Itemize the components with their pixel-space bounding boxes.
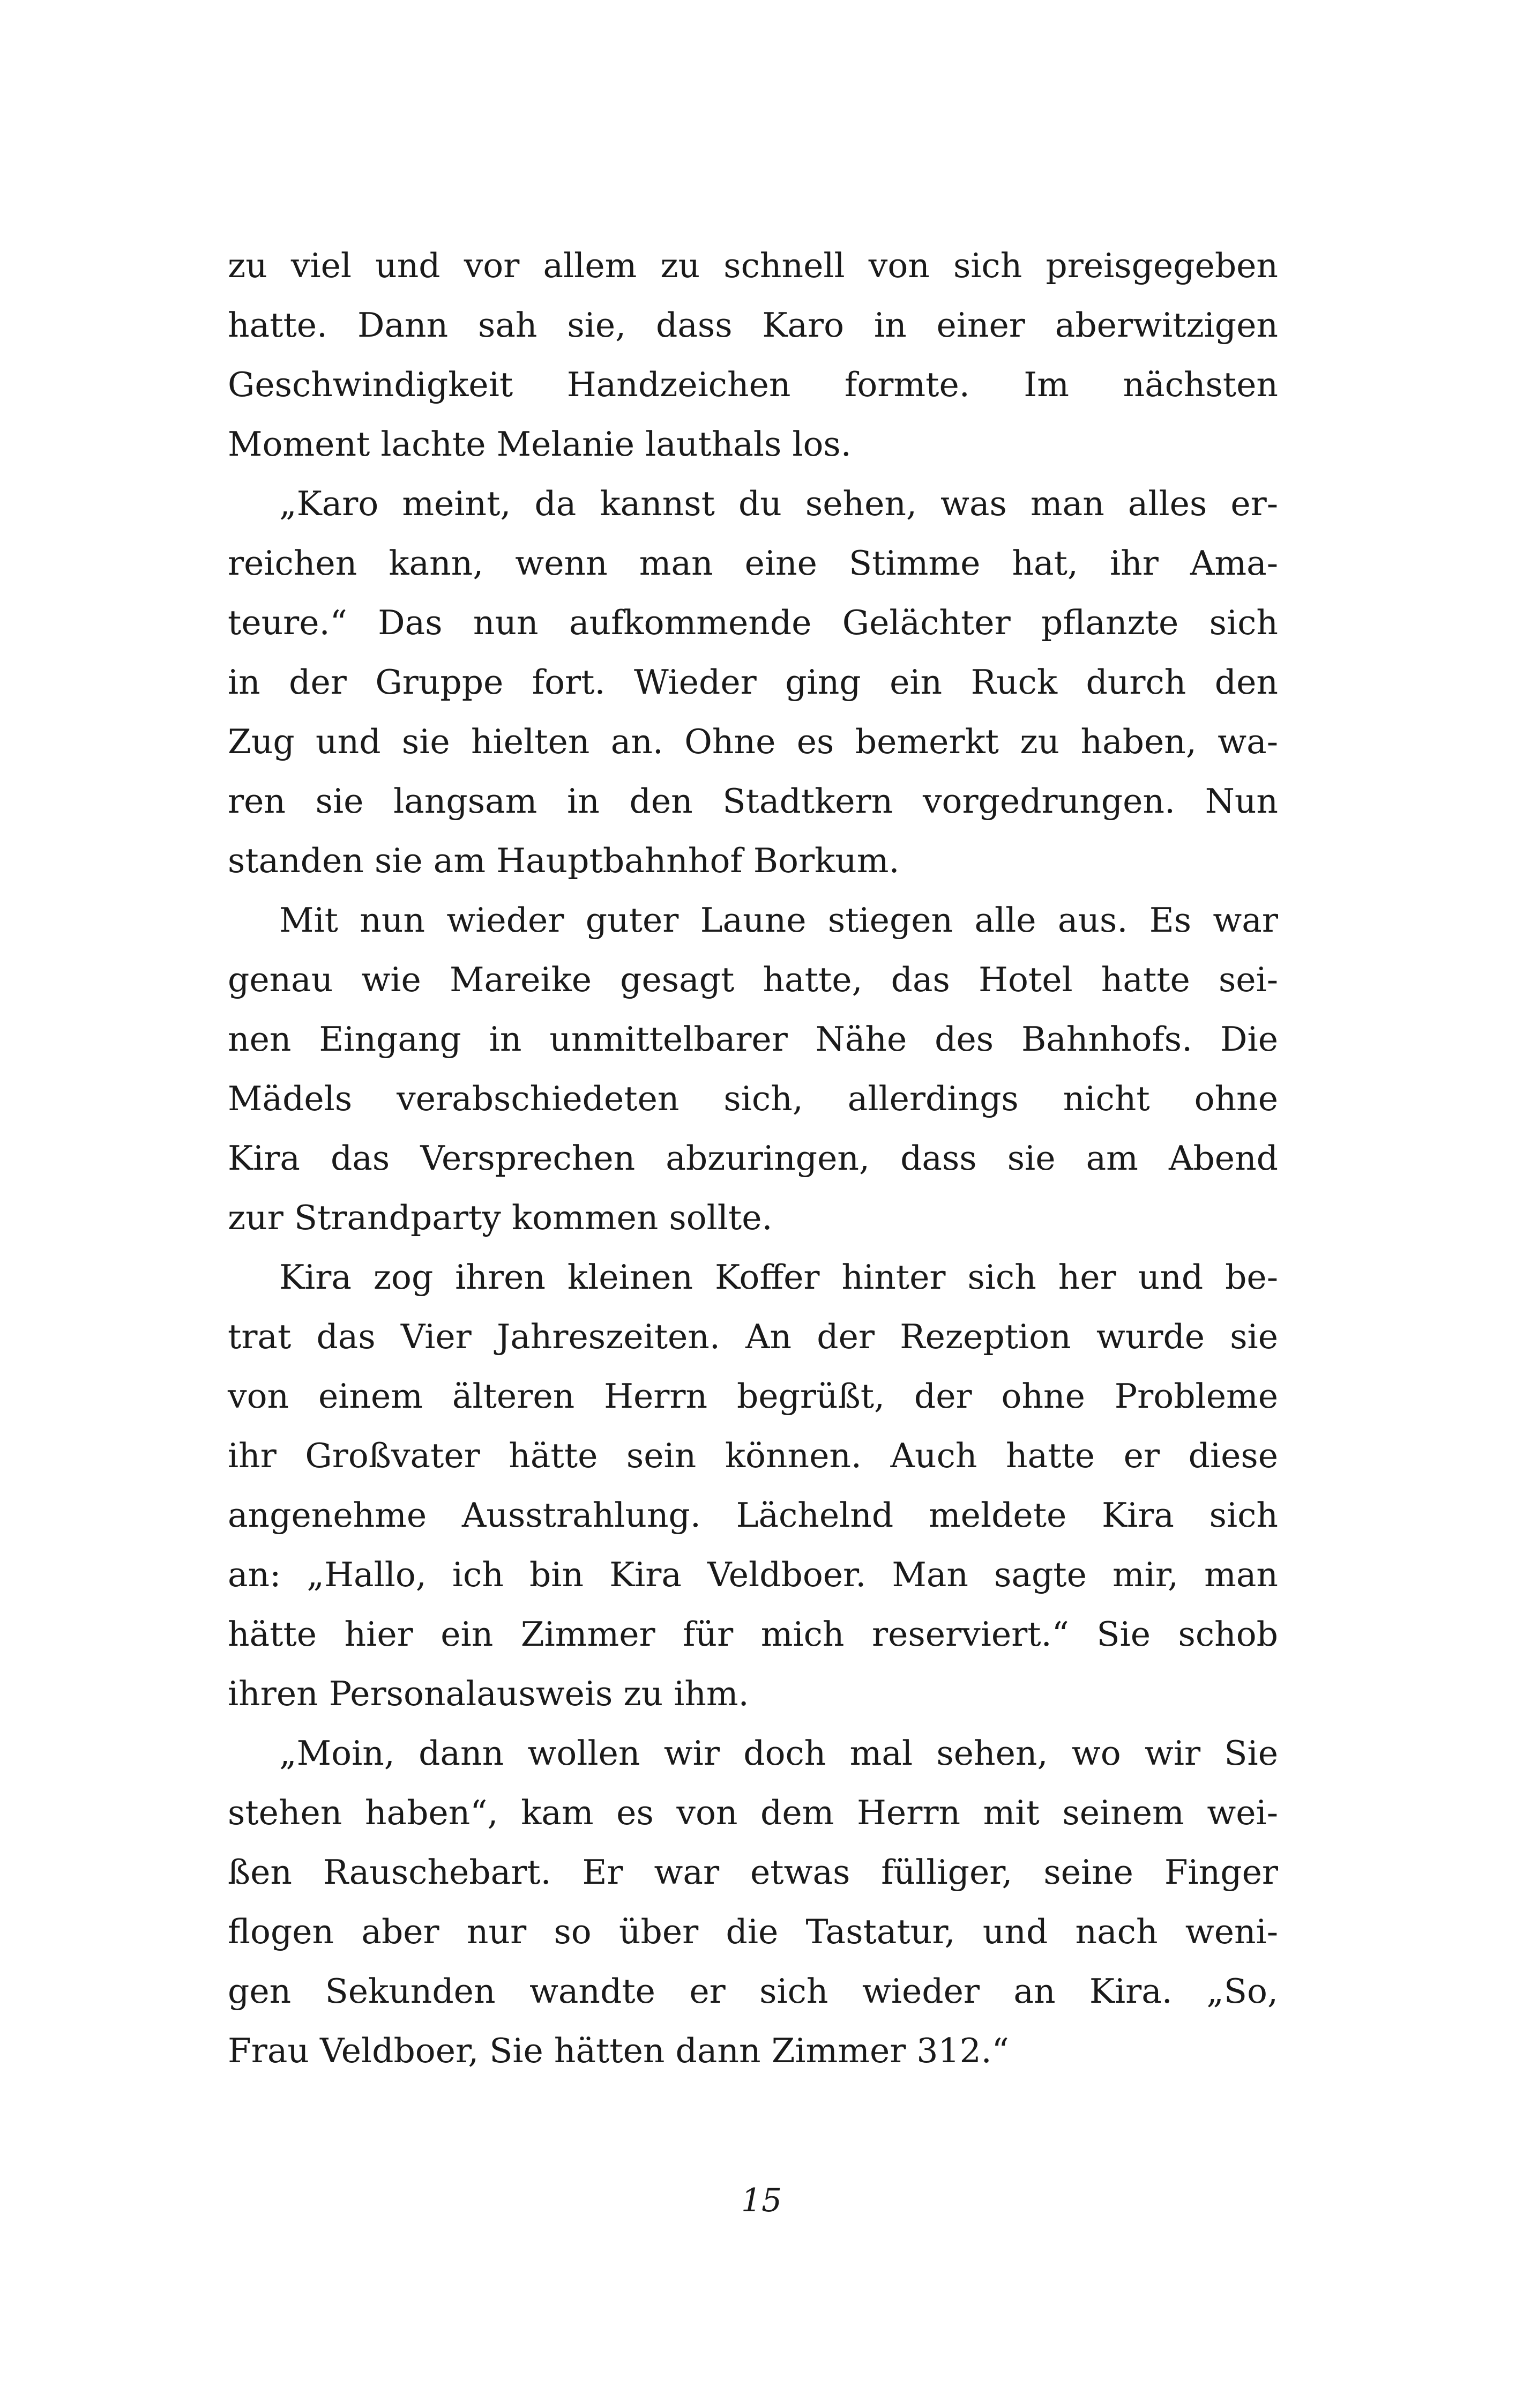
paragraph-first-line: Kira zog ihren kleinen Koffer hinter sich her und be-: [279, 1258, 1278, 1297]
text-line: reichen kann, wenn man eine Stimme hat, ihr Ama-: [228, 544, 1278, 583]
text-line: zu viel und vor allem zu schnell von sich preisgegeben: [228, 246, 1278, 285]
text-line: an: „Hallo, ich bin Kira Veldboer. Man sagte mir, man: [228, 1555, 1278, 1594]
text-line: Geschwindigkeit Handzeichen formte. Im nächsten: [228, 365, 1278, 404]
text-line: flogen aber nur so über die Tastatur, und nach weni-: [228, 1912, 1278, 1951]
text-line: hatte. Dann sah sie, dass Karo in einer aberwitzigen: [228, 306, 1278, 345]
text-line: ren sie langsam in den Stadtkern vorgedrungen. Nun: [228, 782, 1278, 821]
text-line: ßen Rauschebart. Er war etwas fülliger, seine Finger: [228, 1853, 1278, 1892]
text-line: Zug und sie hielten an. Ohne es bemerkt zu haben, wa-: [228, 722, 1278, 761]
text-line: ihr Großvater hätte sein können. Auch hatte er diese: [228, 1436, 1278, 1475]
text-line: ihren Personalausweis zu ihm.: [228, 1674, 749, 1713]
body-text: [228, 236, 1278, 2080]
paragraph-first-line: „Moin, dann wollen wir doch mal sehen, wo wir Sie: [279, 1734, 1278, 1773]
text-line: Kira das Versprechen abzuringen, dass sie am Abend: [228, 1139, 1278, 1178]
text-line: angenehme Ausstrahlung. Lächelnd meldete Kira sich: [228, 1496, 1278, 1535]
paragraph-first-line: „Karo meint, da kannst du sehen, was man alles er-: [279, 484, 1278, 523]
page-number: 15: [741, 2182, 782, 2219]
paragraph-first-line: Mit nun wieder guter Laune stiegen alle aus. Es war: [279, 901, 1278, 940]
text-line: teure.“ Das nun aufkommende Gelächter pflanzte sich: [228, 603, 1278, 642]
text-line: trat das Vier Jahreszeiten. An der Rezeption wurde sie: [228, 1317, 1278, 1356]
text-line: zur Strandparty kommen sollte.: [228, 1198, 773, 1237]
text-line: nen Eingang in unmittelbarer Nähe des Bahnhofs. Die: [228, 1020, 1278, 1059]
text-line: Moment lachte Melanie lauthals los.: [228, 425, 852, 464]
text-line: von einem älteren Herrn begrüßt, der ohne Probleme: [228, 1377, 1278, 1416]
text-line: Frau Veldboer, Sie hätten dann Zimmer 312.“: [228, 2031, 1009, 2070]
text-line: genau wie Mareike gesagt hatte, das Hotel hatte sei-: [228, 960, 1278, 999]
text-line: gen Sekunden wandte er sich wieder an Kira. „So,: [228, 1972, 1278, 2011]
text-line: hätte hier ein Zimmer für mich reserviert.“ Sie schob: [228, 1615, 1278, 1654]
text-line: stehen haben“, kam es von dem Herrn mit seinem wei-: [228, 1793, 1278, 1832]
text-line: Mädels verabschiedeten sich, allerdings nicht ohne: [228, 1079, 1278, 1118]
text-line: in der Gruppe fort. Wieder ging ein Ruck durch den: [228, 663, 1278, 702]
text-line: standen sie am Hauptbahnhof Borkum.: [228, 841, 900, 880]
